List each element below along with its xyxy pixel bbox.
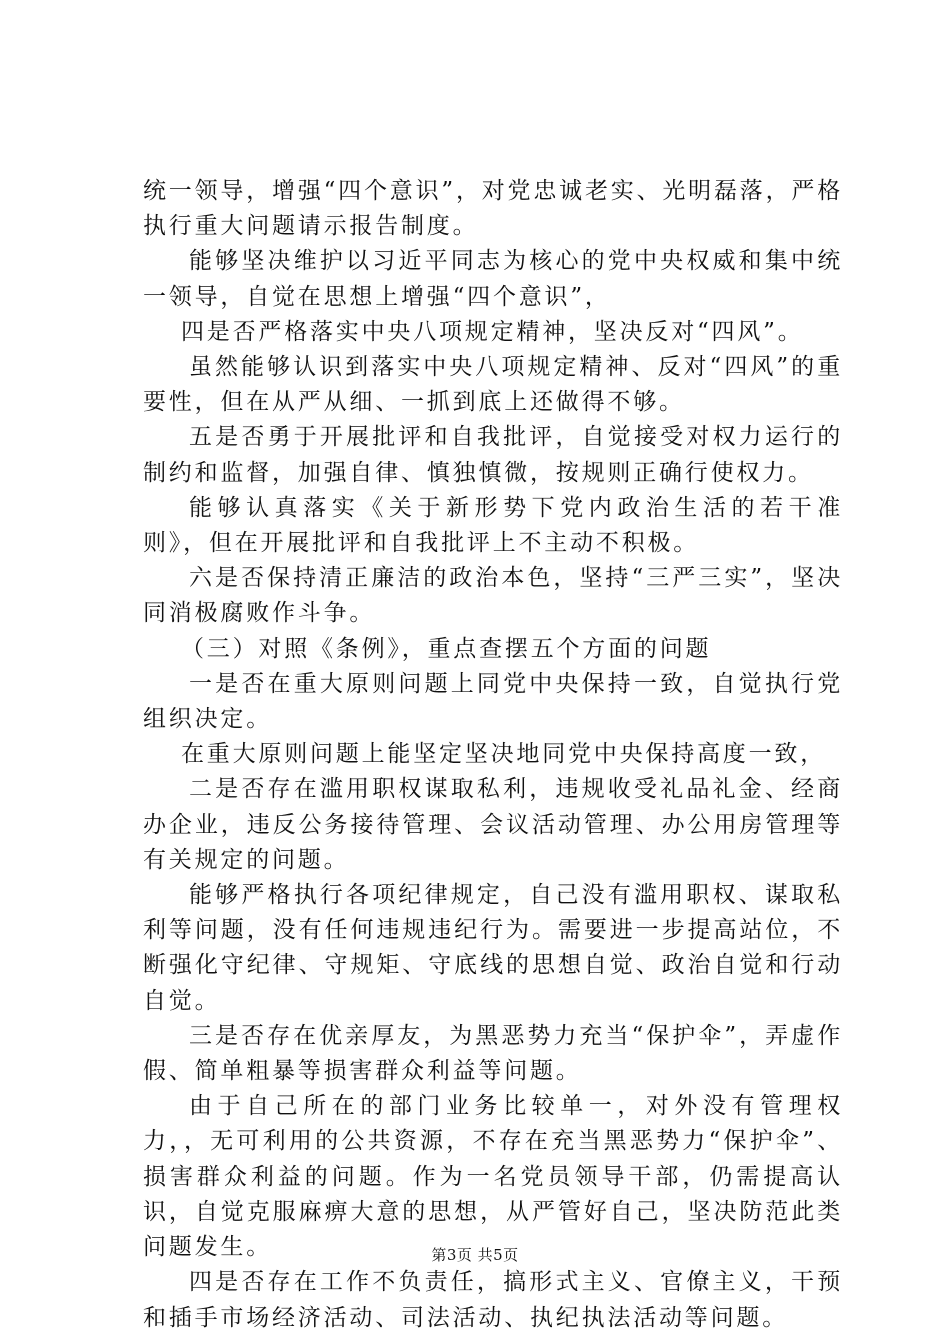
document-body bbox=[143, 174, 843, 1336]
section-heading: （三）对照《条例》，重点查摆五个方面的问题 bbox=[181, 635, 712, 662]
page-number: 第3页 共5页 bbox=[431, 1246, 519, 1264]
paragraph: 在重大原则问题上能坚定坚决地同党中央保持高度一致， bbox=[181, 741, 826, 768]
paragraph: 二是否存在滥用职权谋取私利，违规收受礼品礼金、经商办企业，违反公务接待管理、会议活动管理、办公用房管理等有关规定的问题。 bbox=[143, 776, 843, 873]
paragraph: 五是否勇于开展批评和自我批评，自觉接受对权力运行的制约和监督，加强自律、慎独慎微，按规则正确行使权力。 bbox=[143, 424, 843, 486]
paragraph: 能够坚决维护以习近平同志为核心的党中央权威和集中统一领导，自觉在思想上增强“四个意识”， bbox=[143, 248, 843, 310]
paragraph: 四是否严格落实中央八项规定精神，坚决反对“四风”。 bbox=[181, 318, 804, 345]
page-footer bbox=[0, 1244, 950, 1265]
paragraph: 一是否在重大原则问题上同党中央保持一致，自觉执行党组织决定。 bbox=[143, 670, 843, 733]
paragraph: 虽然能够认识到落实中央八项规定精神、反对“四风”的重要性，但在从严从细、一抓到底上还做得不够。 bbox=[143, 354, 843, 416]
paragraph: 四是否存在工作不负责任，搞形式主义、官僚主义，干预和插手市场经济活动、司法活动、执纪执法活动等问题。 bbox=[143, 1269, 843, 1331]
paragraph: 能够认真落实《关于新形势下党内政治生活的若干准则》，但在开展批评和自我批评上不主动不积极。 bbox=[143, 494, 843, 557]
paragraph: 三是否存在优亲厚友，为黑恶势力充当“保护伞”，弄虚作假、简单粗暴等损害群众利益等问题。 bbox=[143, 1022, 843, 1085]
paragraph: 六是否保持清正廉洁的政治本色，坚持“三严三实”，坚决同消极腐败作斗争。 bbox=[143, 565, 843, 627]
paragraph: 由于自己所在的部门业务比较单一，对外没有管理权力，，无可利用的公共资源，不存在充当黑恶势力“保护伞”、损害群众利益的问题。作为一名党员领导干部，仍需提高认识，自觉克服麻痹大意的思想，从严管好自己，坚决防范此类问题发生。 bbox=[143, 1093, 843, 1261]
paragraph: 统一领导，增强“四个意识”，对党忠诚老实、光明磊落，严格执行重大问题请示报告制度。 bbox=[143, 178, 843, 240]
paragraph: 能够严格执行各项纪律规定，自己没有滥用职权、谋取私利等问题，没有任何违规违纪行为。需要进一步提高站位，不断强化守纪律、守规矩、守底线的思想自觉、政治自觉和行动自觉。 bbox=[143, 882, 843, 1014]
